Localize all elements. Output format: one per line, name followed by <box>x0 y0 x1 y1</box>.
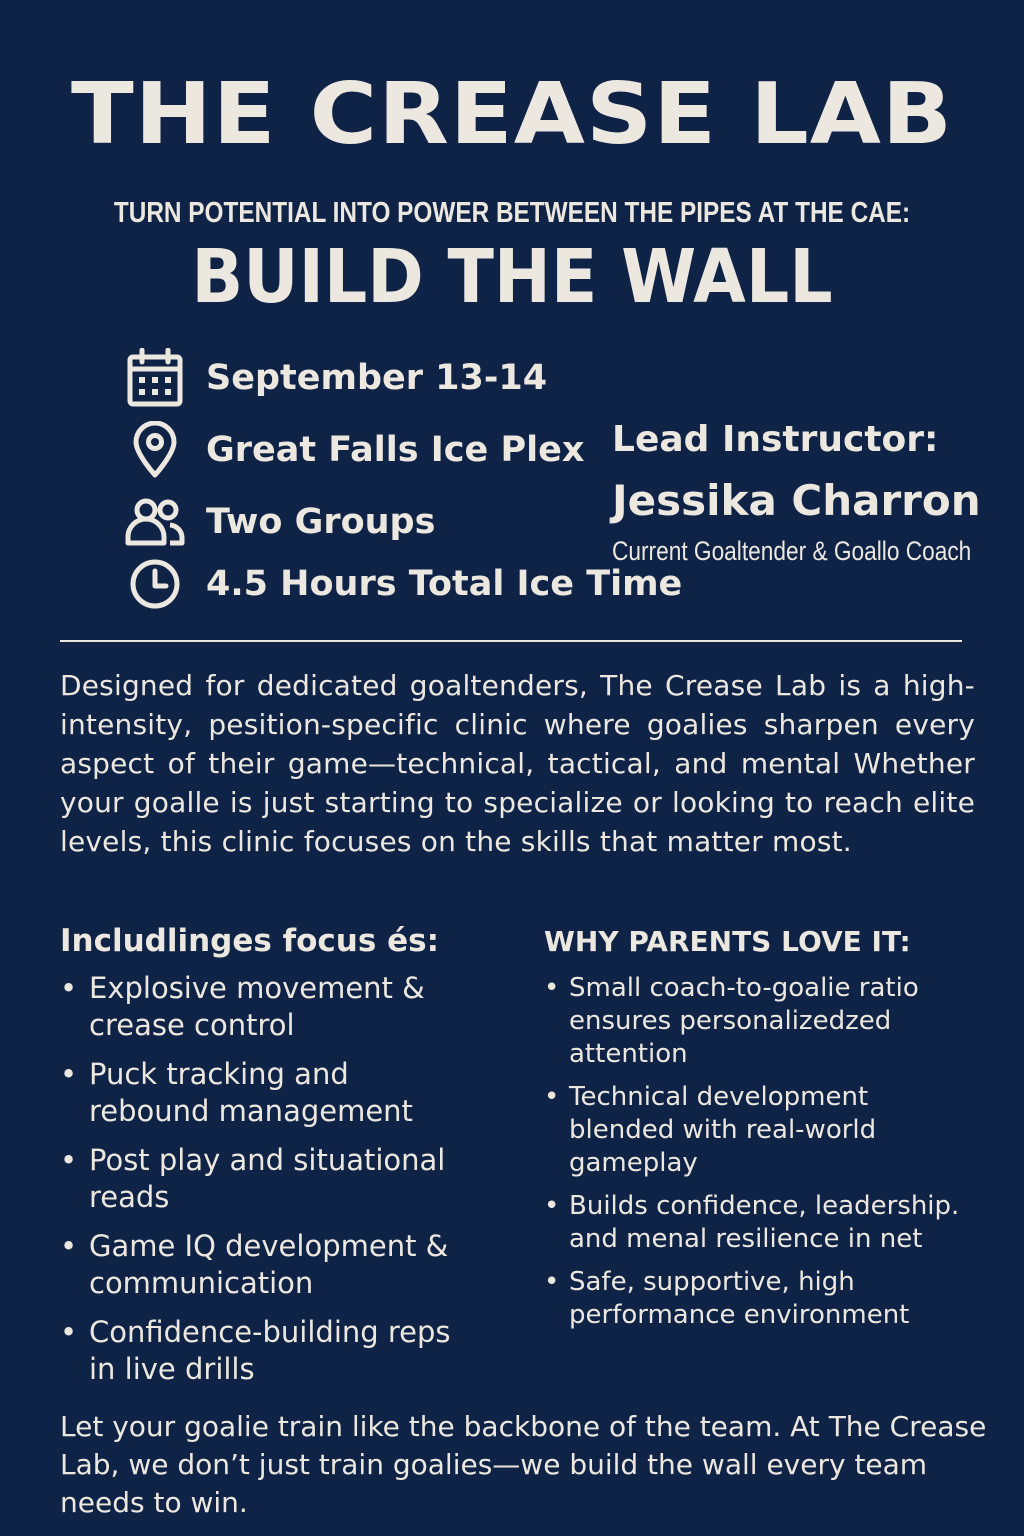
page-title: THE CREASE LAB <box>70 64 954 164</box>
list-item-text: Puck tracking and rebound management <box>89 1057 413 1128</box>
bullet-icon: • <box>60 1057 78 1091</box>
list-item-text: Safe, supportive, high performance environment <box>569 1267 910 1330</box>
clock-icon <box>124 553 186 615</box>
list-item <box>544 972 964 1071</box>
detail-location <box>124 418 584 482</box>
list-item-text: Explosive movement & crease control <box>89 971 425 1042</box>
calendar-icon <box>124 347 186 409</box>
list-item <box>60 1314 460 1388</box>
bullet-icon: • <box>60 1143 78 1177</box>
instructor-credential: Current Goaltender & Goallo Coach <box>612 536 972 566</box>
detail-groups <box>124 490 435 554</box>
bullet-icon: • <box>544 1082 560 1112</box>
detail-groups-text: Two Groups <box>206 502 436 542</box>
parents-heading: WHY PARENTS LOVE IT: <box>544 925 911 958</box>
tagline: TURN POTENTIAL INTO POWER BETWEEN THE PIPES AT THE CAE: <box>113 197 911 229</box>
instructor-block <box>612 419 1024 566</box>
instructor-name: Jessika Charron <box>612 476 981 525</box>
list-item-text: Small coach-to-goalie ratio ensures personalizedzed attention <box>569 973 919 1069</box>
list-item <box>60 970 460 1044</box>
list-item-text: Technical development blended with real-world gameplay <box>569 1082 877 1178</box>
focus-list <box>60 970 460 1400</box>
bullet-icon: • <box>60 1229 78 1263</box>
bullet-icon: • <box>60 1315 78 1349</box>
bullet-icon: • <box>60 971 78 1005</box>
bullet-icon: • <box>544 1191 560 1221</box>
list-item <box>60 1056 460 1130</box>
detail-ice-time-text: 4.5 Hours Total Ice Time <box>206 564 683 604</box>
list-item-text: Confidence-building reps in live drills <box>89 1315 451 1386</box>
list-item-text: Game IQ development & communication <box>89 1229 449 1300</box>
instructor-role: Lead Instructor: <box>612 419 939 460</box>
list-item-text: Post play and situational reads <box>89 1143 446 1214</box>
list-item <box>544 1081 964 1180</box>
list-item <box>544 1266 964 1332</box>
closing-paragraph: Let your goalie train like the backbone of the team. At The Crease Lab, we don’t just train goalies—we build the wall every team needs to win. <box>60 1410 987 1519</box>
list-item-text: Builds confidence, leadership. and menal resilience in net <box>569 1191 960 1254</box>
list-item <box>60 1142 460 1216</box>
list-item <box>60 1228 460 1302</box>
intro-paragraph: Designed for dedicated goaltenders, The Crease Lab is a high-intensity, pesition-specific clinic where goalies sharpen every aspect of their game—technical, tactical, and mental Whether your goalle is just starting to specialize or looking to reach elite levels, this clinic focuses on the skills that matter most. <box>60 669 975 858</box>
detail-dates-text: September 13-14 <box>206 358 548 398</box>
focus-heading: Includlinges focus és: <box>60 923 439 959</box>
location-pin-icon <box>124 419 186 481</box>
detail-dates <box>124 346 547 410</box>
group-icon <box>124 491 186 553</box>
bullet-icon: • <box>544 973 560 1003</box>
divider <box>60 640 962 642</box>
detail-ice-time <box>124 552 682 616</box>
list-item <box>544 1190 964 1256</box>
bullet-icon: • <box>544 1267 560 1297</box>
subtitle: BUILD THE WALL <box>191 234 833 320</box>
parents-list <box>544 972 964 1342</box>
detail-location-text: Great Falls Ice Plex <box>206 430 585 470</box>
